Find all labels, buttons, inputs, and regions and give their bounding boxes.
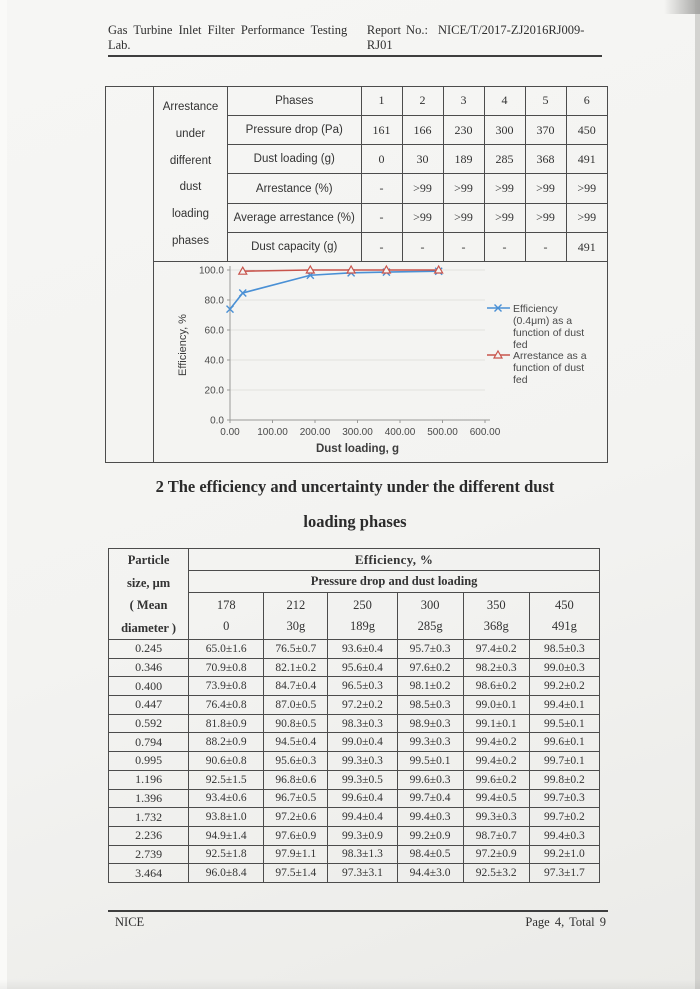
efficiency-value: 81.8±0.9 [189, 714, 264, 733]
cell-value: >99 [525, 174, 566, 203]
efficiency-value: 99.4±0.4 [328, 808, 397, 827]
efficiency-grid [108, 548, 600, 883]
corner-line: ( Mean [129, 598, 168, 612]
y-tick-label: 100.0 [198, 265, 224, 277]
efficiency-value: 70.9±0.8 [189, 658, 264, 677]
cell-value: >99 [566, 174, 607, 203]
cell-value: 491 [577, 239, 596, 254]
x-tick-label: 0.00 [220, 427, 240, 438]
side-label-line: loading [171, 207, 210, 220]
table-row [228, 87, 607, 115]
efficiency-value: 98.9±0.3 [397, 714, 463, 733]
cell-value: - [361, 233, 402, 261]
efficiency-value: 99.1±0.1 [463, 714, 529, 733]
table-row [109, 733, 600, 752]
particle-size-value: 2.739 [109, 845, 189, 864]
efficiency-value: 97.3±3.1 [328, 864, 397, 883]
y-axis-title: Efficiency, % [177, 314, 189, 376]
efficiency-value: 99.3±0.3 [463, 808, 529, 827]
efficiency-value: 99.7±0.2 [529, 808, 599, 827]
table-header-row [109, 549, 600, 571]
cell-value: 2 [402, 87, 443, 115]
legend-label: fed [513, 339, 528, 351]
column-header-line: 285g [417, 619, 443, 634]
efficiency-value: 99.6±0.4 [328, 789, 397, 808]
pressure-dust-header: Pressure drop and dust loading [189, 571, 600, 593]
side-label-line: different [169, 154, 212, 167]
arrestance-table-body [154, 87, 607, 462]
particle-size-value: 1.396 [109, 789, 189, 808]
report-no-label: Report No.: [366, 23, 428, 37]
particle-size-value: 3.464 [109, 864, 189, 883]
y-tick-label: 40.0 [204, 355, 224, 367]
row-label: Dust capacity (g) [228, 233, 361, 261]
cell-value: >99 [484, 174, 525, 203]
cell-value: 300 [484, 115, 525, 144]
efficiency-value: 99.6±0.3 [397, 770, 463, 789]
efficiency-value: 99.6±0.2 [463, 770, 529, 789]
cell-value: 5 [525, 87, 566, 115]
efficiency-value: 99.4±0.2 [463, 752, 529, 771]
efficiency-value: 99.2±1.0 [529, 845, 599, 864]
column-header-line: 178 [216, 597, 236, 612]
efficiency-value: 97.6±0.9 [264, 826, 328, 845]
table-row [109, 752, 600, 771]
efficiency-value: 76.4±0.8 [189, 696, 264, 715]
side-label-line: Arrestance [162, 101, 219, 114]
efficiency-value: 99.7±0.4 [397, 789, 463, 808]
cell-value: - [361, 203, 402, 232]
x-tick-label: 500.00 [427, 427, 458, 438]
column-header-line: 250 [353, 597, 372, 612]
efficiency-value: 99.0±0.1 [463, 696, 529, 715]
table-row [109, 640, 600, 659]
efficiency-value: 65.0±1.6 [189, 640, 264, 659]
efficiency-table [108, 548, 600, 883]
cell-value: 1 [361, 87, 402, 115]
cell-value: 285 [484, 145, 525, 174]
section-title [5, 477, 700, 532]
table-row [109, 658, 600, 677]
arrestance-side-label [154, 87, 228, 261]
efficiency-value: 92.5±3.2 [463, 864, 529, 883]
y-tick-label: 60.0 [204, 325, 224, 337]
column-header [529, 593, 599, 640]
table-row [109, 845, 600, 864]
efficiency-value: 90.8±0.5 [264, 714, 328, 733]
particle-size-value: 2.236 [109, 826, 189, 845]
efficiency-value: 73.9±0.8 [189, 677, 264, 696]
column-header [264, 593, 328, 640]
efficiency-value: 98.6±0.2 [463, 677, 529, 696]
legend-label: (0.4μm) as a [513, 315, 573, 327]
table-row [109, 864, 600, 883]
cell-value: 166 [402, 115, 443, 144]
column-header-line: 491g [551, 619, 577, 634]
column-header-line: 212 [286, 597, 306, 612]
table-row [228, 174, 607, 203]
efficiency-chart [154, 261, 607, 462]
efficiency-value: 93.4±0.6 [189, 789, 264, 808]
efficiency-header: Efficiency, % [189, 549, 600, 571]
report-no-value: NICE/T/2017-ZJ2016RJ009-RJ01 [366, 23, 585, 52]
efficiency-value: 97.9±1.1 [264, 845, 328, 864]
particle-size-value: 0.592 [109, 714, 189, 733]
efficiency-value: 88.2±0.9 [189, 733, 264, 752]
efficiency-value: 94.9±1.4 [189, 826, 264, 845]
efficiency-value: 95.6±0.4 [328, 658, 397, 677]
cell-value: >99 [443, 203, 484, 232]
efficiency-value: 98.5±0.3 [529, 640, 599, 659]
efficiency-value: 96.8±0.6 [264, 770, 328, 789]
cell-value: 368 [525, 145, 566, 174]
particle-size-value: 0.245 [109, 640, 189, 659]
column-header-line: 368g [483, 619, 509, 634]
side-label-line: phases [171, 234, 210, 247]
efficiency-value: 99.4±0.5 [463, 789, 529, 808]
cell-value: 370 [525, 115, 566, 144]
y-tick-label: 20.0 [204, 385, 224, 397]
row-label: Dust loading (g) [228, 145, 361, 174]
x-tick-label: 100.00 [257, 427, 288, 438]
corner-line: size, μm [126, 575, 171, 590]
column-header-line: 450 [555, 597, 574, 612]
efficiency-value: 82.1±0.2 [264, 658, 328, 677]
x-axis-title: Dust loading, g [315, 443, 400, 455]
efficiency-value: 99.7±0.1 [529, 752, 599, 771]
efficiency-value: 99.4±0.3 [529, 826, 599, 845]
efficiency-value: 98.3±1.3 [328, 845, 397, 864]
arrestance-grid [228, 87, 607, 261]
cell-value: 0 [361, 145, 402, 174]
cell-value: 30 [402, 145, 443, 174]
cell-value: 491 [566, 145, 607, 174]
column-header-line: 350 [486, 597, 506, 612]
legend-label: function of dust [513, 327, 585, 339]
efficiency-value: 99.2±0.9 [397, 826, 463, 845]
particle-size-value: 0.995 [109, 752, 189, 771]
efficiency-value: 99.4±0.3 [397, 808, 463, 827]
efficiency-value: 92.5±1.5 [189, 770, 264, 789]
row-label: Average arrestance (%) [228, 203, 361, 232]
table-row [228, 233, 607, 261]
section-title-line1: 2 The efficiency and uncertainty under the different dust [155, 477, 555, 496]
cell-value: 161 [361, 115, 402, 144]
particle-size-value: 1.196 [109, 770, 189, 789]
efficiency-value: 99.7±0.3 [529, 789, 599, 808]
chart-series-0 [230, 271, 439, 309]
cell-value: >99 [402, 203, 443, 232]
cell-value: - [361, 174, 402, 203]
row-label: Phases [228, 87, 361, 115]
cell-value: 4 [484, 87, 525, 115]
table-row [228, 115, 607, 144]
footer-page-number: Page 4, Total 9 [525, 915, 606, 929]
efficiency-value: 99.5±0.1 [529, 714, 599, 733]
efficiency-value: 96.7±0.5 [264, 789, 328, 808]
efficiency-value: 97.4±0.2 [463, 640, 529, 659]
side-label-line: dust [179, 181, 202, 194]
y-tick-label: 80.0 [204, 295, 224, 307]
efficiency-value: 99.8±0.2 [529, 770, 599, 789]
efficiency-value: 93.8±1.0 [189, 808, 264, 827]
particle-size-header [109, 549, 189, 640]
efficiency-value: 97.2±0.6 [264, 808, 328, 827]
footer-org: NICE [115, 915, 145, 929]
cell-value: 189 [443, 145, 484, 174]
legend-label: Efficiency [513, 303, 558, 315]
scan-edge-bottom [0, 979, 700, 989]
efficiency-value: 97.2±0.2 [328, 696, 397, 715]
cell-value: - [484, 233, 525, 261]
column-header-line: 30g [286, 619, 306, 634]
efficiency-value: 99.3±0.3 [397, 733, 463, 752]
page-header [108, 23, 602, 57]
table-row [109, 677, 600, 696]
arrestance-table [105, 86, 608, 463]
table-row [109, 696, 600, 715]
efficiency-value: 99.3±0.3 [328, 752, 397, 771]
table-row [109, 808, 600, 827]
column-header [463, 593, 529, 640]
scan-corner-artifact [664, 0, 700, 14]
efficiency-value: 87.0±0.5 [264, 696, 328, 715]
efficiency-value: 93.6±0.4 [328, 640, 397, 659]
efficiency-value: 99.0±0.4 [328, 733, 397, 752]
particle-size-value: 0.794 [109, 733, 189, 752]
cell-value: >99 [525, 203, 566, 232]
cell-value: >99 [484, 203, 525, 232]
section-title-line2: loading phases [303, 512, 407, 531]
cell-value: >99 [566, 203, 607, 232]
efficiency-value: 98.7±0.7 [463, 826, 529, 845]
efficiency-value: 98.2±0.3 [463, 658, 529, 677]
x-tick-label: 200.00 [299, 427, 331, 438]
cell-value: 3 [443, 87, 484, 115]
cell-value: >99 [443, 174, 484, 203]
arrestance-table-data-area [154, 87, 607, 261]
row-label: Pressure drop (Pa) [228, 115, 361, 144]
particle-size-value: 0.447 [109, 696, 189, 715]
efficiency-value: 96.5±0.3 [328, 677, 397, 696]
efficiency-value: 94.4±3.0 [397, 864, 463, 883]
table-row [228, 203, 607, 232]
efficiency-value: 99.3±0.9 [328, 826, 397, 845]
efficiency-value: 76.5±0.7 [264, 640, 328, 659]
cell-value: - [525, 233, 566, 261]
efficiency-value: 96.0±8.4 [189, 864, 264, 883]
efficiency-value: 99.3±0.5 [328, 770, 397, 789]
efficiency-value: 98.5±0.3 [397, 696, 463, 715]
side-label-line: under [175, 127, 206, 140]
lab-name: Gas Turbine Inlet Filter Performance Testing Lab. [108, 23, 348, 52]
table-row [109, 789, 600, 808]
column-header-line: 189g [349, 619, 375, 634]
efficiency-value: 99.0±0.3 [529, 658, 599, 677]
arrestance-table-margin-cell [106, 87, 154, 462]
particle-size-value: 1.732 [109, 808, 189, 827]
efficiency-value: 97.6±0.2 [397, 658, 463, 677]
column-header [397, 593, 463, 640]
particle-size-value: 0.400 [109, 677, 189, 696]
arrestance-data-grid [228, 87, 607, 261]
table-row [228, 145, 607, 174]
column-header-line: 300 [420, 597, 440, 612]
table-row [109, 714, 600, 733]
efficiency-value: 84.7±0.4 [264, 677, 328, 696]
cell-value: 230 [443, 115, 484, 144]
efficiency-value: 92.5±1.8 [189, 845, 264, 864]
efficiency-value: 90.6±0.8 [189, 752, 264, 771]
column-header [328, 593, 397, 640]
efficiency-value: 97.5±1.4 [264, 864, 328, 883]
page-footer [108, 915, 608, 930]
cell-value: - [443, 233, 484, 261]
efficiency-value: 99.2±0.2 [529, 677, 599, 696]
column-header-line: 0 [223, 619, 230, 634]
efficiency-value: 99.5±0.1 [397, 752, 463, 771]
legend-label: fed [513, 374, 528, 386]
particle-size-value: 0.346 [109, 658, 189, 677]
efficiency-value: 99.4±0.1 [529, 696, 599, 715]
y-tick-label: 0.0 [210, 415, 224, 427]
efficiency-value: 95.7±0.3 [397, 640, 463, 659]
cell-value: - [402, 233, 443, 261]
column-header [189, 593, 264, 640]
legend-label: function of dust [513, 362, 585, 374]
x-tick-label: 400.00 [384, 427, 416, 438]
legend-label: Arrestance as a [513, 350, 587, 362]
table-row [109, 826, 600, 845]
efficiency-value: 98.1±0.2 [397, 677, 463, 696]
x-tick-label: 300.00 [342, 427, 373, 438]
efficiency-value: 95.6±0.3 [264, 752, 328, 771]
efficiency-value: 94.5±0.4 [264, 733, 328, 752]
efficiency-value: 97.2±0.9 [463, 845, 529, 864]
efficiency-value: 99.4±0.2 [463, 733, 529, 752]
corner-line: Particle [127, 553, 170, 567]
efficiency-value: 98.3±0.3 [328, 714, 397, 733]
efficiency-value: 98.4±0.5 [397, 845, 463, 864]
row-label: Arrestance (%) [228, 174, 361, 203]
cell-value: 6 [566, 87, 607, 115]
x-tick-label: 600.00 [469, 427, 501, 438]
footer-rule [108, 910, 608, 912]
cell-value: >99 [402, 174, 443, 203]
table-row [109, 770, 600, 789]
report-number [367, 23, 602, 53]
efficiency-value: 99.6±0.1 [529, 733, 599, 752]
efficiency-value: 97.3±1.7 [529, 864, 599, 883]
cell-value: 450 [566, 115, 607, 144]
corner-line: diameter ) [121, 620, 177, 635]
efficiency-chart-svg [154, 262, 605, 461]
